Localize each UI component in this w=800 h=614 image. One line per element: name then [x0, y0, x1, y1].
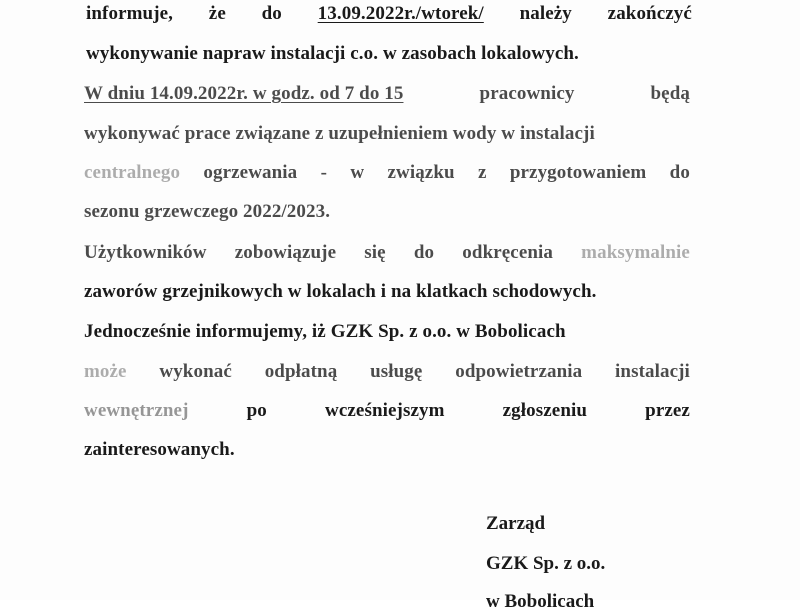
- word: pracownicy: [479, 83, 575, 104]
- text-line-9: Jednocześnie informujemy, iż GZK Sp. z o.o. w Bobolicach: [84, 321, 566, 342]
- word: wewnętrznej: [84, 400, 189, 421]
- text-line-2: wykonywanie napraw instalacji c.o. w zasobach lokalowych.: [86, 43, 579, 64]
- word: przygotowaniem: [509, 162, 647, 183]
- word: -: [320, 162, 328, 183]
- text-line-12: zainteresowanych.: [84, 439, 235, 460]
- word: ogrzewania: [203, 162, 298, 183]
- word: instalacji: [615, 361, 690, 382]
- signature-location: w Bobolicach: [486, 591, 595, 612]
- word: centralnego: [84, 162, 181, 183]
- text-line-7: [84, 241, 690, 265]
- word: w: [350, 162, 365, 183]
- date-time-range: W dniu 14.09.2022r. w godz. od 7 do 15: [84, 83, 404, 104]
- text-line-3: [84, 82, 690, 106]
- text-line-6: sezonu grzewczego 2022/2023.: [84, 201, 331, 222]
- word: Użytkowników: [84, 242, 207, 263]
- word: wcześniejszym: [325, 400, 445, 421]
- word: po: [246, 400, 267, 421]
- word: zobowiązuje: [234, 242, 337, 263]
- word: do: [261, 3, 282, 24]
- word: że: [208, 3, 226, 24]
- word: się: [364, 242, 386, 263]
- text-line-5: [84, 161, 690, 185]
- word: zakończyć: [607, 3, 692, 24]
- word: usługę: [370, 361, 423, 382]
- word: będą: [650, 83, 690, 104]
- text-line-11: [84, 399, 690, 423]
- deadline-date: 13.09.2022r./wtorek/: [317, 3, 484, 24]
- word: odpłatną: [264, 361, 338, 382]
- word: maksymalnie: [581, 242, 690, 263]
- word: należy: [519, 3, 572, 24]
- signature-title: Zarząd: [486, 513, 546, 534]
- signature-company: GZK Sp. z o.o.: [486, 553, 606, 574]
- word: do: [413, 242, 435, 263]
- word: informuje,: [86, 3, 174, 24]
- text-line-10: [84, 360, 690, 384]
- word: związku: [387, 162, 455, 183]
- word: zgłoszeniu: [502, 400, 588, 421]
- word: z: [477, 162, 487, 183]
- text-line-8: zaworów grzejnikowych w lokalach i na klatkach schodowych.: [84, 281, 597, 302]
- word: odpowietrzania: [455, 361, 583, 382]
- word: przez: [645, 400, 690, 421]
- word: odkręcenia: [462, 242, 554, 263]
- word: wykonać: [159, 361, 232, 382]
- text-line-4: wykonywać prace związane z uzupełnieniem wody w instalacji: [84, 123, 595, 144]
- word: może: [84, 361, 127, 382]
- word: do: [669, 162, 690, 183]
- text-line-1: [86, 2, 692, 26]
